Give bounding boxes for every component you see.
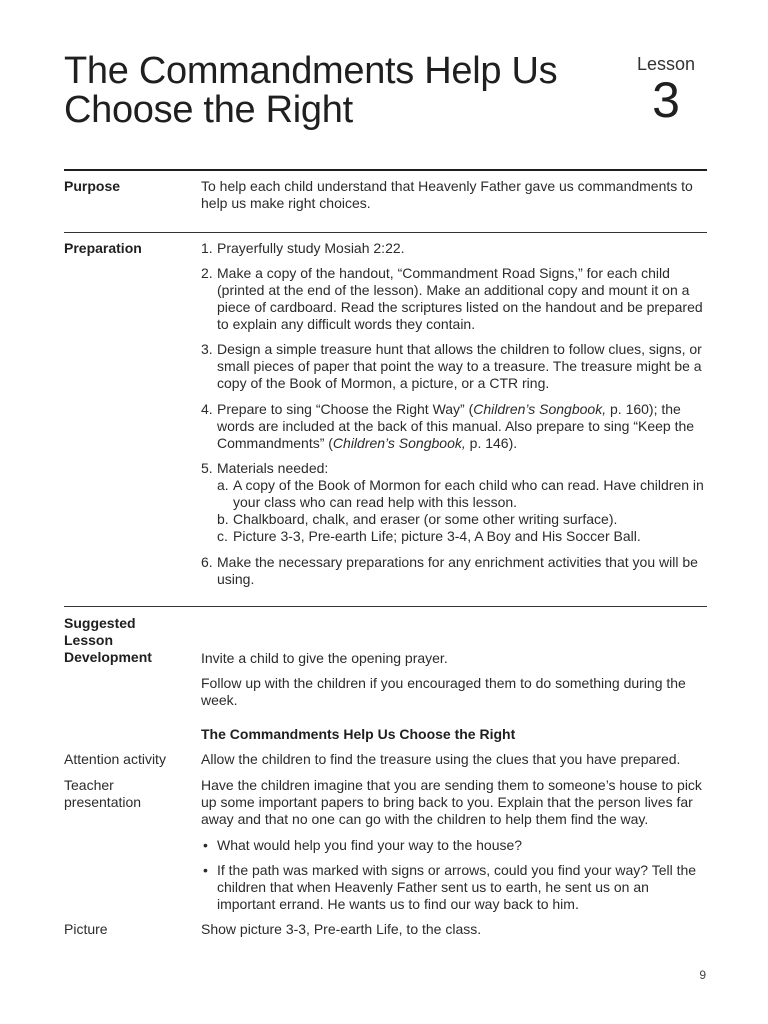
opening-prayer-text: Invite a child to give the opening prayer. xyxy=(201,650,448,666)
page-number: 9 xyxy=(699,968,706,982)
picture-text: Show picture 3-3, Pre-earth Life, to the class. xyxy=(201,921,482,937)
teacher-presentation-text: Have the children imagine that you are sending them to someone’s house to pick up some important papers to bring back to you. Explain that the person lives far away and that no one can go with the children to help them find the way. xyxy=(201,777,702,827)
teacher-presentation-label: Teacher presentation xyxy=(64,777,142,810)
materials-item: a. A copy of the Book of Mormon for each child who can read. Have children in your class who can read help with this lesson. xyxy=(217,477,704,510)
purpose-text: To help each child understand that Heavenly Father gave us commandments to help us make right choices. xyxy=(201,178,693,211)
section-subheading: The Commandments Help Us Choose the Right xyxy=(201,726,516,742)
bullet-item: • If the path was marked with signs or arrows, could you find your way? Tell the children that when Heavenly Father sent us to earth, he sent us on an important errand. He wants us to find our way back to him. xyxy=(203,862,697,912)
title-line-1: The Commandments Help Us xyxy=(64,50,558,92)
title-line-2: Choose the Right xyxy=(64,89,353,131)
lesson-marker xyxy=(626,54,706,126)
lesson-word: Lesson xyxy=(636,54,696,74)
section-divider xyxy=(64,606,707,607)
bullet-item: • What would help you find your way to the house? xyxy=(203,837,523,853)
attention-activity-text: Allow the children to find the treasure using the clues that you have prepared. xyxy=(201,751,681,767)
page-title xyxy=(64,52,624,130)
picture-label: Picture xyxy=(64,921,108,937)
materials-item: b. Chalkboard, chalk, and eraser (or some other writing surface). xyxy=(217,511,618,527)
list-item: 2. Make a copy of the handout, “Commandment Road Signs,” for each child (printed at the end of the lesson). Make an additional copy and mount it on a piece of cardboard. Read the scriptures listed on the handout and be prepared to explain any difficult words they contain. xyxy=(201,265,703,332)
list-item: 3. Design a simple treasure hunt that allows the children to follow clues, signs, or small pieces of paper that point the way to a treasure. The treasure might be a copy of the Book of Mormon, a picture, or a CTR ring. xyxy=(201,341,702,391)
list-item: 1. Prayerfully study Mosiah 2:22. xyxy=(201,240,405,256)
list-item: 5. Materials needed: xyxy=(201,460,329,476)
lesson-number: 3 xyxy=(652,72,680,128)
attention-activity-label: Attention activity xyxy=(64,751,166,767)
development-label: Suggested Lesson Development xyxy=(64,615,152,665)
purpose-label: Purpose xyxy=(64,178,121,194)
materials-item: c. Picture 3-3, Pre-earth Life; picture 3-4, A Boy and His Soccer Ball. xyxy=(217,528,641,544)
list-item: 6. Make the necessary preparations for any enrichment activities that you will be using. xyxy=(201,554,698,587)
list-item: 4. Prepare to sing “Choose the Right Way” (Children’s Songbook, p. 160); the words are included at the back of this manual. Also prepare to sing “Keep the Commandments” (Children’s Songbook, p. 146). xyxy=(201,401,695,451)
preparation-label: Preparation xyxy=(64,240,142,256)
section-divider xyxy=(64,169,707,171)
follow-up-text: Follow up with the children if you encouraged them to do something during the week. xyxy=(201,675,686,708)
section-divider xyxy=(64,232,707,233)
